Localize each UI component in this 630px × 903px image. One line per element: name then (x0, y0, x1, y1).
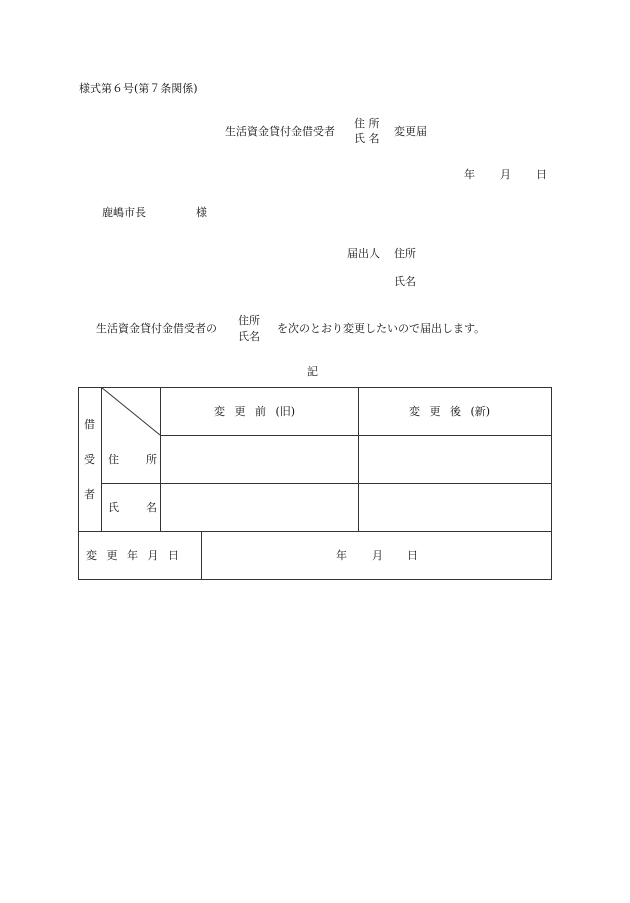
change-date-day: 日 (407, 549, 418, 562)
addressee-honorific: 様 (196, 206, 207, 219)
title-stack-top: 住 所 (354, 117, 380, 130)
change-date-label: 変 更 年 月 日 (86, 549, 179, 562)
change-date-month: 月 (372, 549, 383, 562)
ki-heading: 記 (307, 365, 318, 378)
change-date-year: 年 (336, 549, 347, 562)
table-hline (78, 531, 552, 532)
title-stack-bottom: 氏 名 (354, 132, 380, 145)
row-label-address: 住 所 (108, 453, 165, 466)
form-number: 様式第６号(第７条関係) (79, 82, 198, 95)
header-after: 変 更 後 (新) (409, 405, 491, 418)
statement-suffix: を次のとおり変更したいので届出します。 (277, 322, 486, 335)
table-diagonal (101, 387, 161, 436)
borrower-char-2: 受 (84, 453, 95, 466)
date-month: 月 (500, 168, 511, 181)
statement-prefix: 生活資金貸付金借受者の (96, 322, 217, 335)
notifier-address-label: 住所 (394, 247, 416, 260)
table-hline (101, 483, 552, 484)
statement-stack-bottom: 氏名 (238, 330, 260, 343)
header-before: 変 更 前 (旧) (214, 405, 296, 418)
notifier-label: 届出人 (347, 247, 380, 260)
title-prefix: 生活資金貸付金借受者 (225, 125, 335, 138)
date-day: 日 (536, 168, 547, 181)
notifier-name-label: 氏名 (394, 275, 416, 288)
borrower-char-3: 者 (84, 488, 95, 501)
table-vline (358, 387, 359, 531)
table-hline (160, 435, 552, 436)
date-year: 年 (464, 168, 475, 181)
addressee-name: 鹿嶋市長 (102, 206, 146, 219)
title-suffix: 変更届 (394, 125, 427, 138)
row-label-name: 氏 名 (108, 501, 165, 514)
table-vline (201, 531, 202, 580)
borrower-char-1: 借 (84, 418, 95, 431)
statement-stack-top: 住所 (238, 314, 260, 327)
